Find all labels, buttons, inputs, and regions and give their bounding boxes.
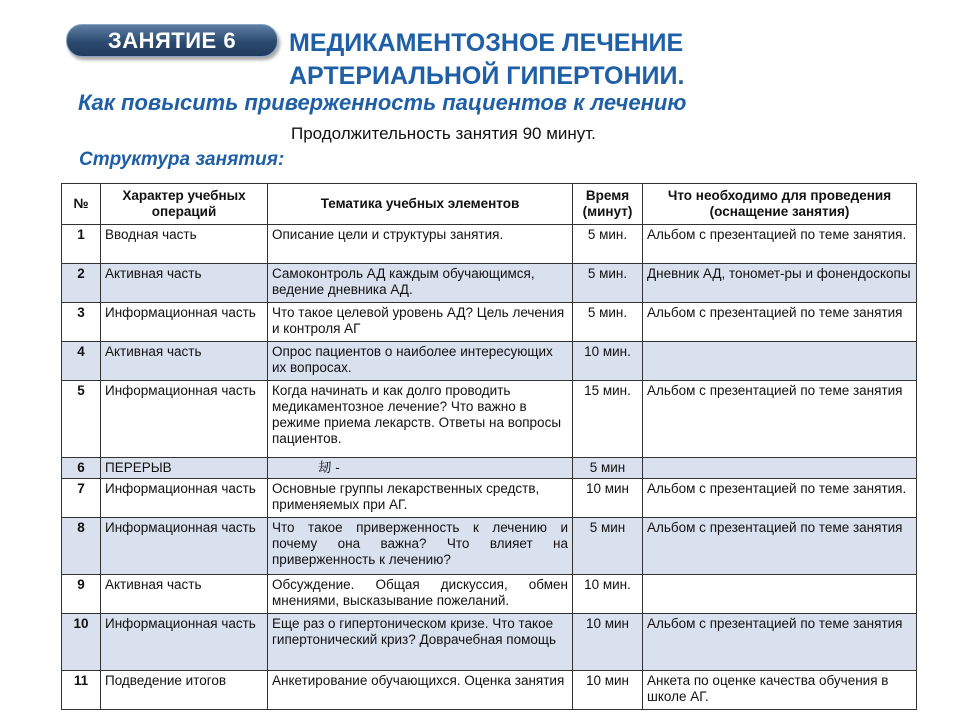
row-equipment <box>643 458 917 479</box>
row-number: 2 <box>62 264 101 303</box>
row-operation: Информационная часть <box>101 518 268 575</box>
lesson-structure-table <box>61 183 917 710</box>
header-operations: Характер учебных операций <box>101 184 268 225</box>
row-number: 1 <box>62 225 101 264</box>
page-title <box>289 27 809 93</box>
row-equipment: Альбом с презентацией по теме занятия <box>643 381 917 458</box>
row-topic: Когда начинать и как долго проводить медикаментозное лечение? Что важно в режиме приема лекарств. Ответы на вопросы пациентов. <box>268 381 573 458</box>
row-operation: Подведение итогов <box>101 671 268 710</box>
row-number: 9 <box>62 575 101 614</box>
row-equipment: Альбом с презентацией по теме занятия <box>643 614 917 671</box>
table-row <box>62 479 917 518</box>
row-equipment: Альбом с презентацией по теме занятия. <box>643 479 917 518</box>
row-operation: Информационная часть <box>101 614 268 671</box>
row-time: 10 мин <box>573 479 643 518</box>
lesson-duration: Продолжительность занятия 90 минут. <box>291 124 596 143</box>
table-row <box>62 518 917 575</box>
table-row <box>62 303 917 342</box>
row-time: 10 мин. <box>573 575 643 614</box>
row-time: 5 мин. <box>573 303 643 342</box>
row-time: 5 мин. <box>573 225 643 264</box>
row-equipment: Альбом с презентацией по теме занятия <box>643 303 917 342</box>
title-line-2: АРТЕРИАЛЬНОЙ ГИПЕРТОНИИ. <box>289 62 685 90</box>
row-time: 5 мин <box>573 458 643 479</box>
row-time: 10 мин <box>573 614 643 671</box>
row-topic: Опрос пациентов о наиболее интересующих их вопросах. <box>268 342 573 381</box>
row-topic: 刼 - <box>268 458 573 479</box>
row-time: 10 мин <box>573 671 643 710</box>
row-equipment <box>643 575 917 614</box>
row-equipment <box>643 342 917 381</box>
row-topic: Что такое целевой уровень АД? Цель лечения и контроля АГ <box>268 303 573 342</box>
title-line-1: МЕДИКАМЕНТОЗНОЕ ЛЕЧЕНИЕ <box>289 29 684 57</box>
row-time: 15 мин. <box>573 381 643 458</box>
lesson-badge: ЗАНЯТИЕ 6 <box>66 24 278 57</box>
row-operation: Вводная часть <box>101 225 268 264</box>
header-equipment: Что необходимо для проведения (оснащение занятия) <box>643 184 917 225</box>
header-topic: Тематика учебных элементов <box>268 184 573 225</box>
row-number: 7 <box>62 479 101 518</box>
row-number: 3 <box>62 303 101 342</box>
row-topic: Описание цели и структуры занятия. <box>268 225 573 264</box>
row-equipment: Альбом с презентацией по теме занятия. <box>643 225 917 264</box>
row-number: 5 <box>62 381 101 458</box>
row-number: 4 <box>62 342 101 381</box>
row-number: 10 <box>62 614 101 671</box>
table-row <box>62 225 917 264</box>
header-num: № <box>62 184 101 225</box>
row-time: 5 мин. <box>573 264 643 303</box>
row-time: 5 мин <box>573 518 643 575</box>
row-equipment: Альбом с презентацией по теме занятия <box>643 518 917 575</box>
table-row <box>62 264 917 303</box>
row-topic: Основные группы лекарственных средств, применяемых при АГ. <box>268 479 573 518</box>
row-topic: Обсуждение. Общая дискуссия, обмен мнениями, высказывание пожеланий. <box>268 575 573 614</box>
row-equipment: Дневник АД, тономет-ры и фонендоскопы <box>643 264 917 303</box>
table-row <box>62 458 917 479</box>
row-number: 11 <box>62 671 101 710</box>
row-topic: Что такое приверженность к лечению и почему она важна? Что влияет на приверженность к лечению? <box>268 518 573 575</box>
structure-label: Структура занятия: <box>79 149 285 170</box>
row-operation: Информационная часть <box>101 303 268 342</box>
row-topic: Анкетирование обучающихся. Оценка занятия <box>268 671 573 710</box>
row-time: 10 мин. <box>573 342 643 381</box>
table-row <box>62 614 917 671</box>
row-operation: Информационная часть <box>101 381 268 458</box>
table-header-row <box>62 184 917 225</box>
row-topic: Еще раз о гипертоническом кризе. Что такое гипертонический криз? Доврачебная помощь <box>268 614 573 671</box>
row-operation: Активная часть <box>101 575 268 614</box>
header-time: Время (минут) <box>573 184 643 225</box>
row-operation: Активная часть <box>101 264 268 303</box>
row-operation: Активная часть <box>101 342 268 381</box>
row-number: 8 <box>62 518 101 575</box>
table-row <box>62 575 917 614</box>
row-operation: Информационная часть <box>101 479 268 518</box>
page-subtitle: Как повысить приверженность пациентов к лечению <box>78 90 687 115</box>
table-row <box>62 671 917 710</box>
row-equipment: Анкета по оценке качества обучения в школе АГ. <box>643 671 917 710</box>
table-row <box>62 342 917 381</box>
row-topic: Самоконтроль АД каждым обучающимся, ведение дневника АД. <box>268 264 573 303</box>
row-number: 6 <box>62 458 101 479</box>
row-operation: ПЕРЕРЫВ <box>101 458 268 479</box>
table-row <box>62 381 917 458</box>
